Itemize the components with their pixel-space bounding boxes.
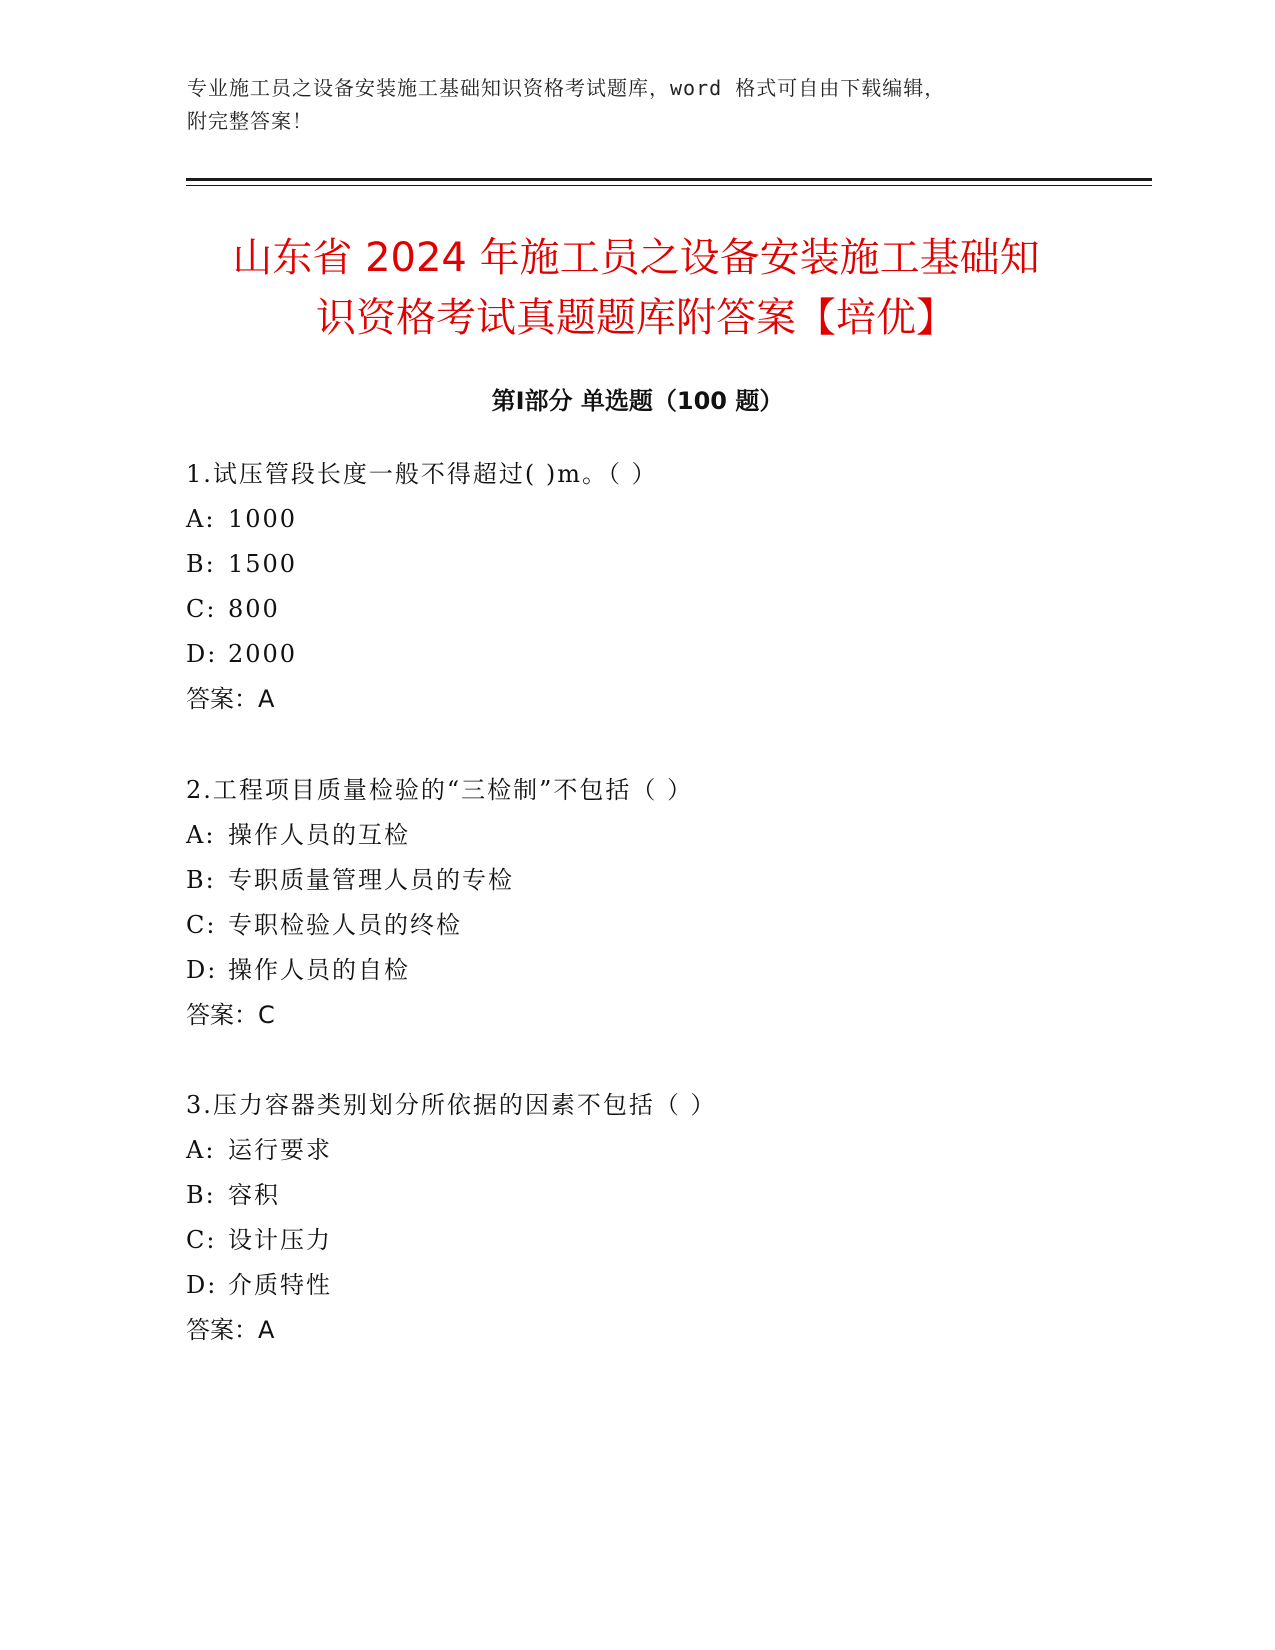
option-a <box>186 1128 1086 1173</box>
header-note-line-1: 专业施工员之设备安装施工基础知识资格考试题库，word 格式可自由下载编辑， <box>187 76 946 100</box>
option-key: C: <box>186 595 217 623</box>
option-key: A: <box>186 821 216 849</box>
option-text: 设计压力 <box>228 1226 332 1254</box>
option-a <box>186 497 1086 542</box>
question-stem: 2.工程项目质量检验的“三检制”不包括（ ） <box>186 776 694 804</box>
option-key: A: <box>186 505 216 533</box>
option-c <box>186 587 1086 632</box>
answer: 答案：A <box>186 1316 275 1344</box>
option-text: 1000 <box>228 505 298 533</box>
answer: 答案：A <box>186 685 275 713</box>
option-a <box>186 813 1086 858</box>
option-text: 专职检验人员的终检 <box>228 911 462 939</box>
option-text: 运行要求 <box>228 1136 332 1164</box>
header-note-line-2: 附完整答案！ <box>187 109 313 133</box>
option-c <box>186 1218 1086 1263</box>
option-text: 1500 <box>228 550 298 578</box>
question-3 <box>186 1083 1086 1353</box>
question-2 <box>186 768 1086 1038</box>
header-rule-thin <box>186 185 1152 186</box>
question-stem: 3.压力容器类别划分所依据的因素不包括（ ） <box>186 1091 717 1119</box>
section-title: 第Ⅰ部分 单选题（100 题） <box>491 387 784 415</box>
option-key: B: <box>186 1181 216 1209</box>
option-d <box>186 1263 1086 1308</box>
option-b <box>186 858 1086 903</box>
option-key: A: <box>186 1136 216 1164</box>
option-c <box>186 903 1086 948</box>
option-text: 2000 <box>228 640 298 668</box>
option-b <box>186 542 1086 587</box>
option-key: B: <box>186 550 216 578</box>
document-title-line-2: 识资格考试真题题库附答案【培优】 <box>316 295 956 341</box>
option-text: 800 <box>228 595 280 623</box>
option-b <box>186 1173 1086 1218</box>
option-key: D: <box>186 956 218 984</box>
answer: 答案：C <box>186 1001 275 1029</box>
option-d <box>186 948 1086 993</box>
option-text: 专职质量管理人员的专检 <box>228 866 514 894</box>
question-stem: 1.试压管段长度一般不得超过( )m。（ ） <box>186 460 658 488</box>
document-title <box>186 228 1086 348</box>
option-key: D: <box>186 640 218 668</box>
option-key: D: <box>186 1271 218 1299</box>
option-key: B: <box>186 866 216 894</box>
question-1 <box>186 452 1086 722</box>
document-title-line-1: 山东省 2024 年施工员之设备安装施工基础知 <box>232 235 1040 281</box>
option-key: C: <box>186 1226 217 1254</box>
option-text: 介质特性 <box>228 1271 332 1299</box>
header-note <box>187 72 1087 138</box>
option-key: C: <box>186 911 217 939</box>
option-text: 操作人员的自检 <box>228 956 410 984</box>
option-d <box>186 632 1086 677</box>
option-text: 容积 <box>228 1181 280 1209</box>
option-text: 操作人员的互检 <box>228 821 410 849</box>
header-rule-thick <box>186 178 1152 181</box>
